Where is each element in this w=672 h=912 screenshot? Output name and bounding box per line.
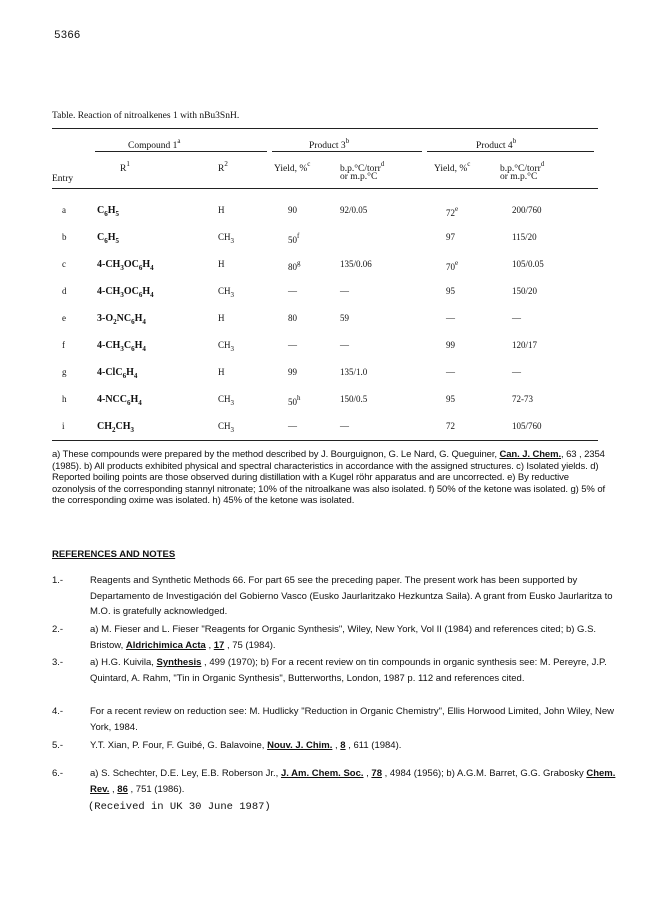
r2-header-sup: 2 xyxy=(224,160,228,168)
reference-text-run: , xyxy=(205,639,214,651)
product3-header-sup: b xyxy=(345,137,350,145)
reference-text xyxy=(90,622,622,653)
reference-number: 4.- xyxy=(52,706,64,717)
row-entry: d xyxy=(62,286,67,296)
row-entry: h xyxy=(62,394,67,404)
reference-text-run: , 75 (1984). xyxy=(224,639,276,651)
journal-citation: 86 xyxy=(117,783,128,795)
yield4-header xyxy=(434,160,470,174)
product3-group-rule xyxy=(272,151,422,152)
product4-group-rule xyxy=(427,151,594,152)
row-yield3: 80 xyxy=(288,313,297,323)
reference-text-run: Reagents and Synthetic Methods 66. For part 65 see the preceding paper. The present work has been supported by Departamento de Investigación del Gobierno Vasco (Eusko Jaurlaritzako Hezkuntza Saila). A grant from Eusko Jaurlaritza to M.O. is gratefully acknowledged. xyxy=(90,575,613,617)
row-yield4: 72e xyxy=(446,205,459,218)
row-r2: H xyxy=(218,259,225,269)
reference-text-run: For a recent review on reduction see: M. Hudlicky "Reduction in Organic Chemistry", Ellis Horwood Limited, John Wiley, New York, 1984. xyxy=(90,706,614,733)
row-yield4: 99 xyxy=(446,340,455,350)
row-r1: $CH_2CH_3$ xyxy=(97,421,134,434)
journal-citation: Chem. Rev. xyxy=(90,768,616,795)
reference-text xyxy=(90,704,622,735)
row-bp4: 105/0.05 xyxy=(512,259,544,269)
row-entry: c xyxy=(62,259,66,269)
header-bottom-rule xyxy=(52,188,598,189)
received-date: (Received in UK 30 June 1987) xyxy=(88,801,271,813)
row-bp3: — xyxy=(340,421,349,431)
row-r1: $4-ClC_6H_4$ xyxy=(97,367,138,380)
reference-text-run: a) M. Fieser and L. Fieser "Reagents for Organic Synthesis", Wiley, New York, Vol II (1984) and references cited; b) G.S. Bristow, xyxy=(90,624,597,651)
row-yield3: 80$^g$ xyxy=(288,259,301,272)
reference-text-run: Y.T. Xian, P. Four, F. Guibé, G. Balavoine, xyxy=(90,740,268,751)
row-bp4: 115/20 xyxy=(512,232,537,242)
row-r1: $C_6H_5$ xyxy=(97,232,120,245)
row-r2: $CH_3$ xyxy=(218,340,235,353)
row-bp3: 92/0.05 xyxy=(340,205,368,215)
reference-text xyxy=(90,573,622,620)
reference-number: 6.- xyxy=(52,768,64,779)
row-bp4: 120/17 xyxy=(512,340,538,350)
bp3-header-sup: d xyxy=(380,160,385,168)
row-r2: $CH_3$ xyxy=(218,286,235,299)
row-entry: g xyxy=(62,367,67,377)
row-yield3: — xyxy=(288,340,297,350)
row-entry: i xyxy=(62,421,65,431)
reference-text-run: , 4984 (1956); b) A.G.M. Barret, G.G. Grabosky xyxy=(382,768,587,779)
row-bp4: 200/760 xyxy=(512,205,542,215)
product4-header-sup: b xyxy=(512,137,517,145)
compound-group-rule xyxy=(95,151,267,152)
footnote-rest: , 63 , 2354 (1985). b) All products exhibited physical and spectral characteristics in accordance with the assigned structures. c) Isolated yields. d) Reported boiling points are those observed during distillation with a Kugel röhr apparatus and are uncorrected. e) By reductive ozonolysis of the corresponding stannyl nitronate; 10% of the nitroalkane was also isolated. f) 50% of the ketone was isolated. g) 5% of the corresponding oxime was isolated. h) 45% of the ketone was isolated. xyxy=(52,449,606,506)
r1-header-label: R xyxy=(120,164,127,174)
product4-header-label: Product 4 xyxy=(476,141,513,151)
row-r2: H xyxy=(218,313,225,323)
row-bp3: — xyxy=(340,286,349,296)
reference-text-run: a) S. Schechter, D.E. Ley, E.B. Roberson Jr., xyxy=(90,768,281,779)
reference-text xyxy=(90,738,622,754)
row-r2: $CH_3$ xyxy=(218,394,235,407)
row-bp3: 150/0.5 xyxy=(340,394,368,404)
footnote-a-lead: a) These compounds were prepared by the method described by J. Bourguignon, G. Le Nard, G. Queguiner, xyxy=(52,449,497,460)
row-yield4: 95 xyxy=(446,286,455,296)
yield3-header xyxy=(274,160,310,174)
r2-header-label: R xyxy=(218,164,225,174)
row-bp3: — xyxy=(340,340,349,350)
reference-text-run: , 499 (1970); b) For a recent review on tin compounds in organic synthesis see: M. Pereyre, J.P. Quintard, A. Rahm, "Tin in Organic Synthesis", Butterworths, London, 1987 p. 112 and references cited. xyxy=(90,657,607,684)
row-bp4: 72-73 xyxy=(512,394,533,404)
row-r1: $4-CH_3OC_6H_4$ xyxy=(97,259,154,272)
reference-text xyxy=(90,766,622,797)
row-bp3: 135/1.0 xyxy=(340,367,368,377)
reference-text-run: , xyxy=(363,768,372,779)
row-yield3: 90 xyxy=(288,205,297,215)
reference-item xyxy=(52,655,622,686)
row-yield4: 72 xyxy=(446,421,455,431)
row-yield3: 50$^h$ xyxy=(288,394,301,407)
reference-number: 1.- xyxy=(52,575,64,586)
reference-text-run: , 611 (1984). xyxy=(345,740,402,751)
row-yield4: 95 xyxy=(446,394,455,404)
row-yield4: — xyxy=(446,313,455,323)
table-top-rule xyxy=(52,128,598,129)
table-bottom-rule xyxy=(52,440,598,441)
reference-number: 2.- xyxy=(52,624,64,635)
row-bp4: 105/760 xyxy=(512,421,542,431)
entry-header: Entry xyxy=(52,174,74,184)
yield3-header-sup: c xyxy=(307,160,311,168)
reference-item xyxy=(52,622,622,653)
reference-text-run: , xyxy=(332,740,341,751)
yield4-header-sup: c xyxy=(467,160,471,168)
row-bp3: 59 xyxy=(340,313,349,323)
product3-header-label: Product 3 xyxy=(309,141,346,151)
table-caption: Table. Reaction of nitroalkenes 1 with nBu3SnH. xyxy=(52,111,240,121)
row-entry: e xyxy=(62,313,66,323)
row-bp3: 135/0.06 xyxy=(340,259,372,269)
row-yield4: — xyxy=(446,367,455,377)
journal-citation: J. Am. Chem. Soc. xyxy=(280,768,364,779)
yield4-header-label: Yield, % xyxy=(434,164,468,174)
row-yield3: 50$^f$ xyxy=(288,232,300,245)
row-r2: $CH_3$ xyxy=(218,232,235,245)
row-r2: H xyxy=(218,205,225,215)
journal-citation: Nouv. J. Chim. xyxy=(267,740,333,751)
bp4-header-line2: or m.p.°C xyxy=(500,172,538,182)
compound-header xyxy=(128,137,180,151)
reference-item xyxy=(52,738,622,754)
row-yield3: — xyxy=(288,286,297,296)
r2-header xyxy=(218,160,228,174)
references-heading: REFERENCES AND NOTES xyxy=(52,549,176,560)
journal-citation: 8 xyxy=(340,740,346,751)
r1-header xyxy=(120,160,130,174)
row-r2: $CH_3$ xyxy=(218,421,235,434)
reference-item xyxy=(52,766,622,797)
reference-text-run: , xyxy=(109,783,118,795)
journal-citation: 78 xyxy=(371,768,382,779)
journal-citation: Synthesis xyxy=(156,657,202,668)
product4-header xyxy=(476,137,516,151)
row-yield3: 99 xyxy=(288,367,297,377)
row-r1: $4-NCC_6H_4$ xyxy=(97,394,142,407)
yield3-header-label: Yield, % xyxy=(274,164,308,174)
bp3-header-line2: or m.p.°C xyxy=(340,172,378,182)
row-yield3: — xyxy=(288,421,297,431)
bp4-header-sup: d xyxy=(540,160,545,168)
row-yield4: 70e xyxy=(446,259,459,272)
r1-header-sup: 1 xyxy=(126,160,130,168)
row-r1: $3-O_2NC_6H_4$ xyxy=(97,313,146,326)
row-entry: b xyxy=(62,232,67,242)
reference-text xyxy=(90,655,622,686)
product3-header xyxy=(309,137,349,151)
bp3-header-label: b.p.°C/torr xyxy=(340,164,381,174)
footnote-journal: Can. J. Chem. xyxy=(499,449,562,460)
row-r1: $4-CH_3OC_6H_4$ xyxy=(97,286,154,299)
reference-item xyxy=(52,573,622,620)
row-bp4: — xyxy=(512,313,521,323)
reference-number: 5.- xyxy=(52,740,64,751)
reference-item xyxy=(52,704,622,735)
reference-text-run: , 751 (1986). xyxy=(127,783,185,795)
table-footnotes xyxy=(52,449,612,507)
row-bp4: — xyxy=(512,367,521,377)
row-bp4: 150/20 xyxy=(512,286,538,296)
reference-number: 3.- xyxy=(52,657,64,668)
bp4-header-label: b.p.°C/torr xyxy=(500,164,541,174)
row-yield4: 97 xyxy=(446,232,455,242)
compound-header-sup: a xyxy=(177,137,181,145)
journal-citation: 17 xyxy=(213,639,225,651)
row-entry: a xyxy=(62,205,66,215)
row-r2: H xyxy=(218,367,225,377)
journal-citation: Aldrichimica Acta xyxy=(125,639,206,651)
reference-text-run: a) H.G. Kuivila, xyxy=(90,657,157,668)
row-entry: f xyxy=(62,340,65,350)
row-r1: $4-CH_3C_6H_4$ xyxy=(97,340,146,353)
page-number: 5366 xyxy=(54,30,81,42)
row-r1: $C_6H_5$ xyxy=(97,205,120,218)
compound-header-label: Compound 1 xyxy=(128,141,178,151)
